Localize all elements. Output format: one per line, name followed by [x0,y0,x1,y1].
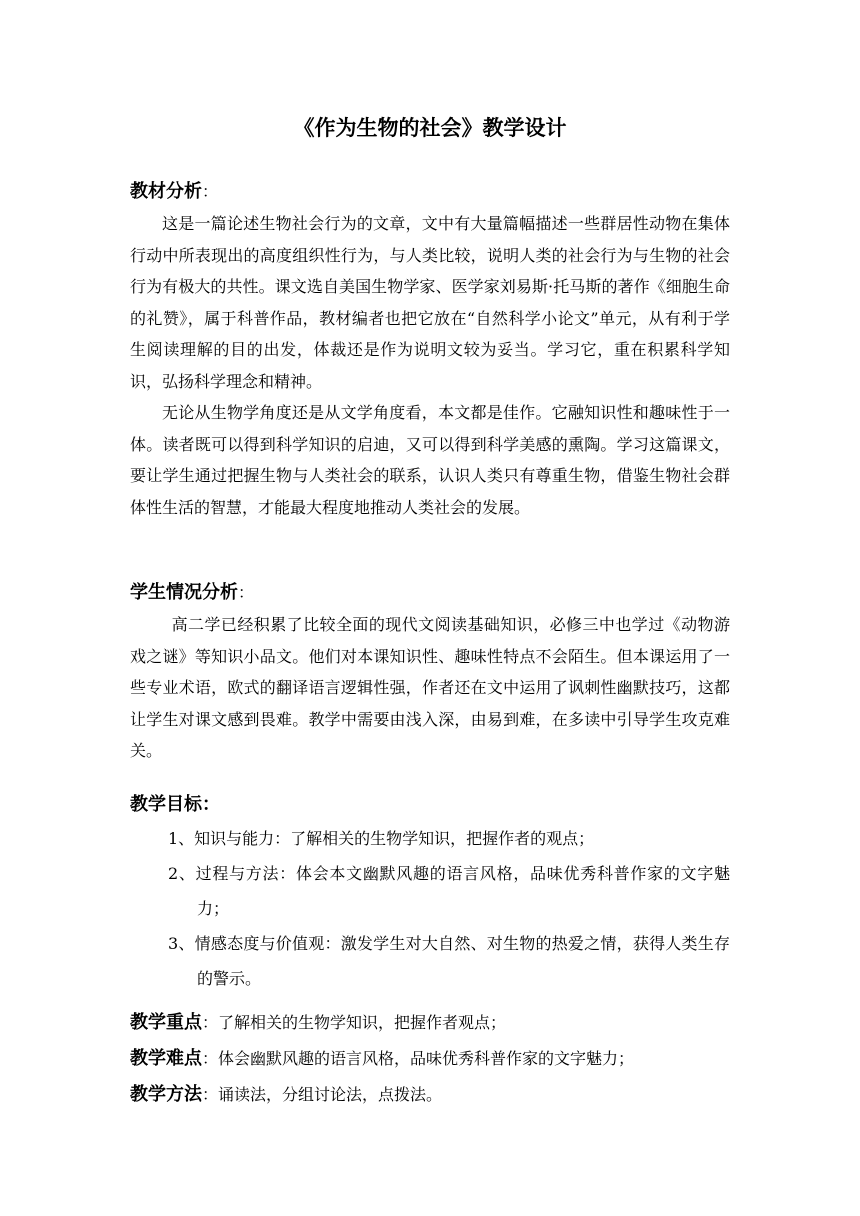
student-analysis-heading-text: 学生情况分析 [130,582,238,603]
textbook-analysis-paragraph-1: 这是一篇论述生物社会行为的文章，文中有大量篇幅描述一些群居性动物在集体行动中所表现出的高度组织性行为，与人类比较，说明人类的社会行为与生物的社会行为有极大的共性。课文选自美国生物学家、医学家刘易斯·托马斯的著作《细胞生命的礼赞》，属于科普作品，教材编者也把它放在“自然科学小论文”单元，从有利于学生阅读理解的目的出发，体裁还是作为说明文较为妥当。学习它，重在积累科学知识，弘扬科学理念和精神。 [130,214,730,391]
student-analysis-heading-colon: ： [238,583,255,602]
difficulties-value: 体会幽默风趣的语言风格，品味优秀科普作家的文字魅力； [218,1049,635,1068]
document-title: 《作为生物的社会》教学设计 [293,116,567,140]
teaching-goals-list [130,821,730,996]
textbook-analysis-paragraph-2: 无论从生物学角度还是从文学角度看，本文都是佳作。它融知识性和趣味性于一体。读者既可以得到科学知识的启迪，又可以得到科学美感的熏陶。学习这篇课文，要让学生通过把握生物与人类社会的联系，认识人类只有尊重生物，借鉴生物社会群体性生活的智慧，才能最大程度地推动人类社会的发展。 [130,403,730,517]
key-points-label: 教学重点 [130,1012,202,1033]
textbook-analysis-heading-text: 教材分析 [130,181,202,202]
methods-label: 教学方法 [130,1084,202,1105]
student-analysis-paragraph: 高二学已经积累了比较全面的现代文阅读基础知识，必修三中也学过《动物游戏之谜》等知识小品文。他们对本课知识性、趣味性特点不会陌生。但本课运用了一些专业术语，欧式的翻译语言逻辑性强，作者还在文中运用了讽刺性幽默技巧，这都让学生对课文感到畏难。教学中需要由浅入深，由易到难，在多读中引导学生攻克难关。 [130,615,730,760]
difficulties-label: 教学难点 [130,1048,202,1069]
teaching-goal-item-2: 2、过程与方法：体会本文幽默风趣的语言风格，品味优秀科普作家的文字魅力； [168,864,730,918]
key-points-row [130,1007,750,1039]
teaching-goal-item-1: 1、知识与能力：了解相关的生物学知识，把握作者的观点； [168,829,595,848]
key-points-colon: ： [202,1013,219,1032]
student-analysis-section [130,577,730,767]
methods-value: 诵读法，分组讨论法，点拨法。 [218,1085,443,1104]
teaching-goal-item-3: 3、情感态度与价值观：激发学生对大自然、对生物的热爱之情，获得人类生存的警示。 [168,934,730,988]
difficulties-colon: ： [202,1049,219,1068]
textbook-analysis-section [130,176,730,523]
student-analysis-heading [130,577,730,609]
textbook-analysis-heading [130,176,730,208]
key-points-value: 了解相关的生物学知识，把握作者观点； [218,1013,507,1032]
teaching-goals-section [130,789,730,996]
textbook-analysis-heading-colon: ： [202,182,219,201]
methods-colon: ： [202,1085,219,1104]
teaching-goals-heading: 教学目标： [130,794,220,815]
difficulties-row [130,1043,750,1075]
methods-row [130,1079,750,1111]
